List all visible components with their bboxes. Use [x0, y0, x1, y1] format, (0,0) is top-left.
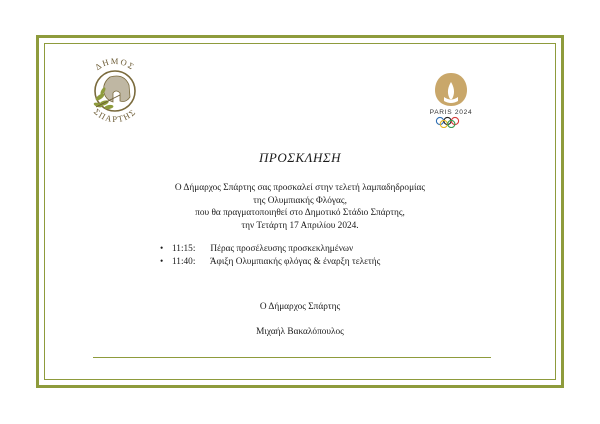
schedule-item [160, 243, 380, 256]
schedule-text: Πέρας προσέλευσης προσκεκλημένων [210, 244, 354, 254]
spartan-helmet-icon [104, 76, 130, 102]
schedule-text: Άφιξη Ολυμπιακής φλόγας & έναρξη τελετής [209, 256, 381, 267]
svg-text:ΣΠΑΡΤΗΣ [92, 106, 138, 124]
schedule-time: 11:40: [172, 256, 196, 267]
paris-2024-text: PARIS 2024 [429, 109, 473, 116]
signer-title: Ο Δήμαρχος Σπάρτης [259, 302, 341, 312]
logo-arc-text-top: ΔΗΜΟΣ [93, 55, 137, 73]
olympic-rings-icon [436, 117, 458, 127]
invitation-line: της Ολυμπιακής Φλόγας, [253, 195, 347, 206]
invitation-line: την Τετάρτη 17 Απριλίου 2024. [241, 220, 359, 231]
signer-name: Μιχαήλ Βακαλόπουλος [256, 327, 344, 337]
schedule-item [160, 256, 380, 269]
invitation-title: ΠΡΟΣΚΛΗΣΗ [259, 150, 341, 165]
sparta-municipality-logo [80, 55, 150, 125]
invitation-line: που θα πραγματοποιηθεί στο Δημοτικό Στάδιο Σπάρτης, [195, 208, 405, 219]
logo-arc-text-bottom: ΣΠΑΡΤΗΣ [91, 106, 139, 125]
schedule-list [160, 243, 380, 268]
invitation-line: Ο Δήμαρχος Σπάρτης σας προσκαλεί στην τελετή λαμπαδηδρομίας [174, 183, 426, 193]
paris-2024-logo [418, 70, 484, 128]
svg-text:ΔΗΜΟΣ [93, 56, 137, 72]
invitation-body [0, 182, 600, 232]
schedule-time: 11:15: [172, 244, 196, 254]
bottom-divider [93, 357, 491, 358]
